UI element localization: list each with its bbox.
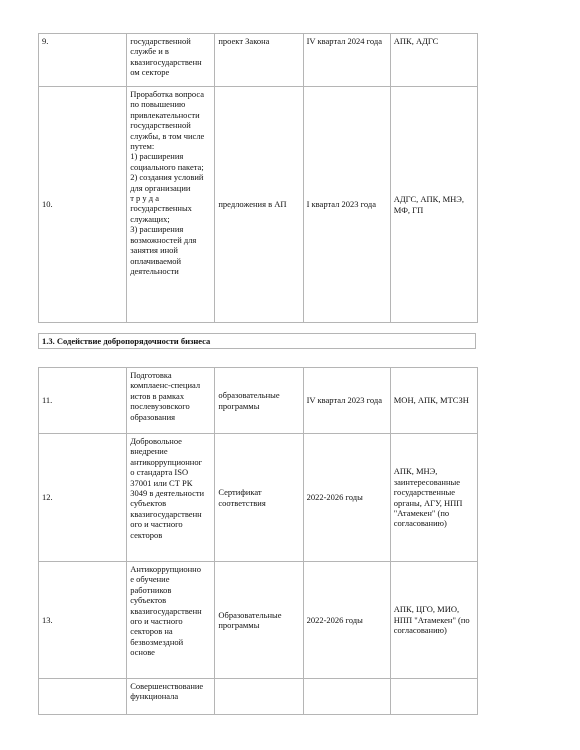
table-row	[39, 34, 478, 87]
action-line: квазигосударственн	[130, 605, 202, 616]
completion-form: Сертификат соответствия	[215, 434, 303, 562]
action-line: для организации	[130, 182, 191, 193]
action-line: возможностей для	[130, 234, 197, 245]
action-text	[127, 562, 215, 679]
row-number: 10.	[39, 87, 127, 323]
plan-table-top	[38, 33, 478, 323]
row-number: 11.	[39, 368, 127, 434]
action-line: функционала	[130, 691, 179, 702]
responsible: АПК, ЦГО, МИО, НПП "Атамекен" (по согласованию)	[390, 562, 477, 679]
action-line: 3049 в деятельности	[130, 488, 205, 499]
action-line: занятия иной	[130, 245, 178, 256]
action-line: Подготовка	[130, 370, 172, 380]
action-line: государственной	[130, 120, 191, 131]
action-line: секторов на	[130, 626, 173, 637]
action-text	[127, 87, 215, 323]
action-line: образования	[130, 411, 176, 422]
action-line: истов в рамках	[130, 390, 185, 401]
action-line: Совершенствование	[130, 681, 204, 691]
completion-form: предложения в АП	[215, 87, 303, 323]
action-line: субъектов	[130, 595, 167, 606]
action-line: по повышению	[130, 99, 186, 110]
completion-form: Образовательные программы	[215, 562, 303, 679]
action-line: Добровольное	[130, 436, 182, 446]
action-line: Проработка вопроса	[130, 89, 205, 99]
row-number: 12.	[39, 434, 127, 562]
action-line: Антикоррупционно	[130, 564, 201, 574]
action-line: послевузовского	[130, 401, 190, 412]
action-line: социального пакета;	[130, 161, 204, 172]
action-line: деятельности	[130, 265, 179, 276]
table-row	[39, 562, 478, 679]
action-line: 1) расширения	[130, 151, 184, 162]
action-line: квазигосударственн	[130, 508, 202, 519]
action-text	[127, 368, 215, 434]
action-line: антикоррупционног	[130, 456, 203, 467]
action-text	[127, 34, 215, 87]
action-line: государственных	[130, 203, 192, 214]
completion-form: образовательные программы	[215, 368, 303, 434]
action-line: комплаенс-специал	[130, 380, 201, 391]
completion-form: проект Закона	[215, 34, 303, 87]
action-line: ого и частного	[130, 519, 183, 530]
table-row	[39, 87, 478, 323]
action-line: о стандарта ISO	[130, 467, 189, 478]
row-number	[39, 679, 127, 715]
action-line: 3) расширения	[130, 224, 184, 235]
action-line: работников	[130, 584, 172, 595]
action-line: ом секторе	[130, 67, 170, 78]
action-line: секторов	[130, 529, 163, 540]
deadline: IV квартал 2024 года	[303, 34, 390, 87]
action-line: е обучение	[130, 574, 170, 585]
row-number: 9.	[39, 34, 127, 87]
responsible	[390, 679, 477, 715]
responsible: МОН, АПК, МТСЗН	[390, 368, 477, 434]
action-text	[127, 434, 215, 562]
action-line: т р у д а	[130, 193, 159, 204]
action-line: оплачиваемой	[130, 255, 182, 266]
completion-form	[215, 679, 303, 715]
table-row	[39, 434, 478, 562]
responsible: АПК, МНЭ, заинтересованные государственные органы, АГУ, НПП "Атамекен" (по согласованию)	[390, 434, 477, 562]
responsible: АПК, АДГС	[390, 34, 477, 87]
action-line: путем:	[130, 141, 155, 152]
deadline: 2022-2026 годы	[303, 434, 390, 562]
action-line: основе	[130, 647, 155, 658]
action-line: службы, в том числе	[130, 130, 205, 141]
responsible: АДГС, АПК, МНЭ, МФ, ГП	[390, 87, 477, 323]
action-line: службе и в	[130, 46, 169, 57]
action-line: государственной	[130, 36, 191, 46]
plan-table-bottom	[38, 367, 478, 715]
action-line: служащих;	[130, 213, 170, 224]
action-line: ого и частного	[130, 616, 183, 627]
action-line: субъектов	[130, 498, 167, 509]
row-number: 13.	[39, 562, 127, 679]
action-text	[127, 679, 215, 715]
action-line: 2) создания условий	[130, 172, 204, 183]
section-heading: 1.3. Содействие добропорядочности бизнеса	[38, 333, 476, 349]
deadline: I квартал 2023 года	[303, 87, 390, 323]
deadline: 2022-2026 годы	[303, 562, 390, 679]
action-line: 37001 или СТ РК	[130, 477, 193, 488]
action-line: привлекательности	[130, 109, 200, 120]
table-row	[39, 679, 478, 715]
action-line: безвозмездной	[130, 636, 184, 647]
table-row	[39, 368, 478, 434]
action-line: квазигосударственн	[130, 56, 202, 67]
action-line: внедрение	[130, 446, 168, 457]
deadline: IV квартал 2023 года	[303, 368, 390, 434]
deadline	[303, 679, 390, 715]
